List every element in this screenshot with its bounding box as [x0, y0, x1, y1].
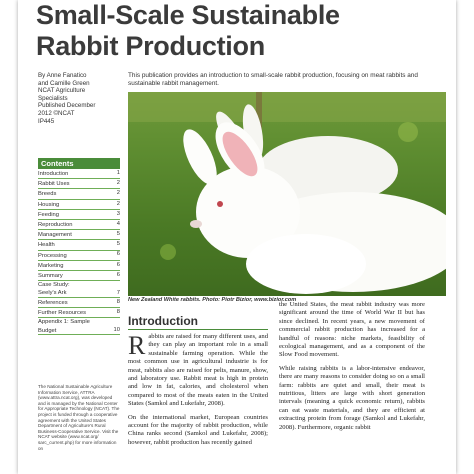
- toc-page-number: 3: [116, 210, 120, 217]
- toc-page-number: 8: [116, 299, 120, 306]
- section-rule: [128, 329, 268, 330]
- toc-item[interactable]: [38, 308, 120, 318]
- paragraph: the United States, the meat rabbit industry was more significant around the time of World War II but has since declined. In recent years, a new movement of commercial rabbit production has increased for a handful of reasons: niche markets, feasibility of ecological management, and as a component of the Slow Food movement.: [279, 301, 425, 359]
- publication-summary: This publication provides an introduction to small-scale rabbit production, focusing on meat rabbits and sustainable rabbit management.: [128, 72, 418, 87]
- section-title: Introduction: [128, 314, 198, 328]
- toc-page-number: 2: [116, 200, 120, 207]
- contents-heading: Contents: [38, 158, 120, 169]
- toc-item[interactable]: [38, 240, 120, 250]
- toc-page-number: 8: [116, 309, 120, 316]
- toc-label: References: [38, 300, 68, 307]
- toc-item[interactable]: [38, 271, 120, 281]
- toc-item[interactable]: [38, 298, 120, 308]
- toc-page-number: 5: [116, 241, 120, 248]
- toc-label: Further Resources: [38, 310, 87, 317]
- toc-item[interactable]: [38, 220, 120, 230]
- table-of-contents: [38, 158, 120, 335]
- toc-label: Case Study: Seely's Ark: [38, 282, 70, 297]
- toc-page-number: 6: [116, 261, 120, 268]
- toc-page-number: 5: [116, 231, 120, 238]
- toc-label: Breeds: [38, 191, 57, 198]
- toc-item[interactable]: [38, 318, 120, 335]
- toc-page-number: 2: [116, 180, 120, 187]
- body-column-1: [128, 333, 268, 452]
- dropcap: R: [128, 331, 146, 360]
- toc-item[interactable]: [38, 179, 120, 189]
- body-column-2: [279, 301, 425, 437]
- toc-label: Housing: [38, 201, 60, 208]
- toc-page-number: 4: [116, 220, 120, 227]
- toc-label: Introduction: [38, 171, 69, 177]
- toc-item[interactable]: [38, 210, 120, 220]
- toc-label: Appendix 1: Sample Budget: [38, 319, 90, 334]
- toc-item[interactable]: [38, 189, 120, 199]
- toc-label: Marketing: [38, 262, 64, 269]
- toc-label: Reproduction: [38, 221, 73, 228]
- page-title: Small-Scale Sustainable Rabbit Production: [36, 0, 340, 61]
- paragraph: abbits are raised for many different uses, and they can play an important role in a small sustainable farming operation. While the most common use in agricultural industrie is for meat, rabbits also are raised for pelts, manure, show, and laboratory use. Rabbit meat is high in protein and low in fat, calories, and cholesterol when compared to most of the meats eaten in the United States (Samkol and Lukefahr, 2008).: [128, 333, 268, 408]
- toc-label: Management: [38, 232, 72, 239]
- toc-item[interactable]: [38, 261, 120, 271]
- toc-page-number: 6: [116, 251, 120, 258]
- toc-label: Health: [38, 242, 55, 249]
- author-info: [38, 72, 120, 125]
- toc-page-number: 6: [116, 271, 120, 278]
- toc-label: Summary: [38, 272, 63, 279]
- authors-text: By Anne Fanatico and Camille Green NCAT Agriculture Specialists Published December 2012 ©NCAT IP445: [38, 72, 96, 125]
- toc-page-number: 2: [116, 190, 120, 197]
- toc-item[interactable]: [38, 230, 120, 240]
- toc-page-number: 7: [116, 289, 120, 296]
- toc-page-number: 1: [116, 169, 120, 176]
- rabbit-photo: [128, 92, 446, 296]
- toc-label: Processing: [38, 252, 67, 259]
- toc-item[interactable]: [38, 251, 120, 261]
- toc-label: Feeding: [38, 211, 59, 218]
- toc-item[interactable]: [38, 281, 120, 298]
- paragraph: While raising rabbits is a labor-intensive endeavor, there are many reasons to consider doing so on a small farm: rabbits are quiet and small, their meat is nutritious, litters are large with short generation intervals (meaning a quick economic return), rabbits can eat waste materials, and they are efficient at extracting protein from forage (Samkol and Lukefahr, 2008). Furthermore, organic rabbit: [279, 364, 425, 431]
- rabbit-illustration: [128, 92, 446, 296]
- photo-caption: New Zealand White rabbits. Photo: Piotr Bizior, www.bizior.com: [128, 297, 297, 303]
- ncat-blurb: The National Sustainable Agriculture Information Service, ATTRA (www.attra.ncat.org), was developed and is managed by the National Center for Appropriate Technology (NCAT). The project is funded through a cooperative agreement with the United States Department of Agriculture's Rural Business-Cooperative Service. Visit the NCAT website (www.ncat.org/ sarc_current.php) for more information on: [38, 384, 120, 451]
- paragraph: On the international market, European countries account for the majority of rabbit production, while China ranks second (Samkol and Lukefahr, 2008); however, rabbit production has recently gained: [128, 413, 268, 446]
- toc-label: Rabbit Uses: [38, 181, 70, 188]
- toc-page-number: 10: [113, 327, 120, 334]
- toc-item[interactable]: [38, 200, 120, 210]
- toc-item[interactable]: [38, 169, 120, 179]
